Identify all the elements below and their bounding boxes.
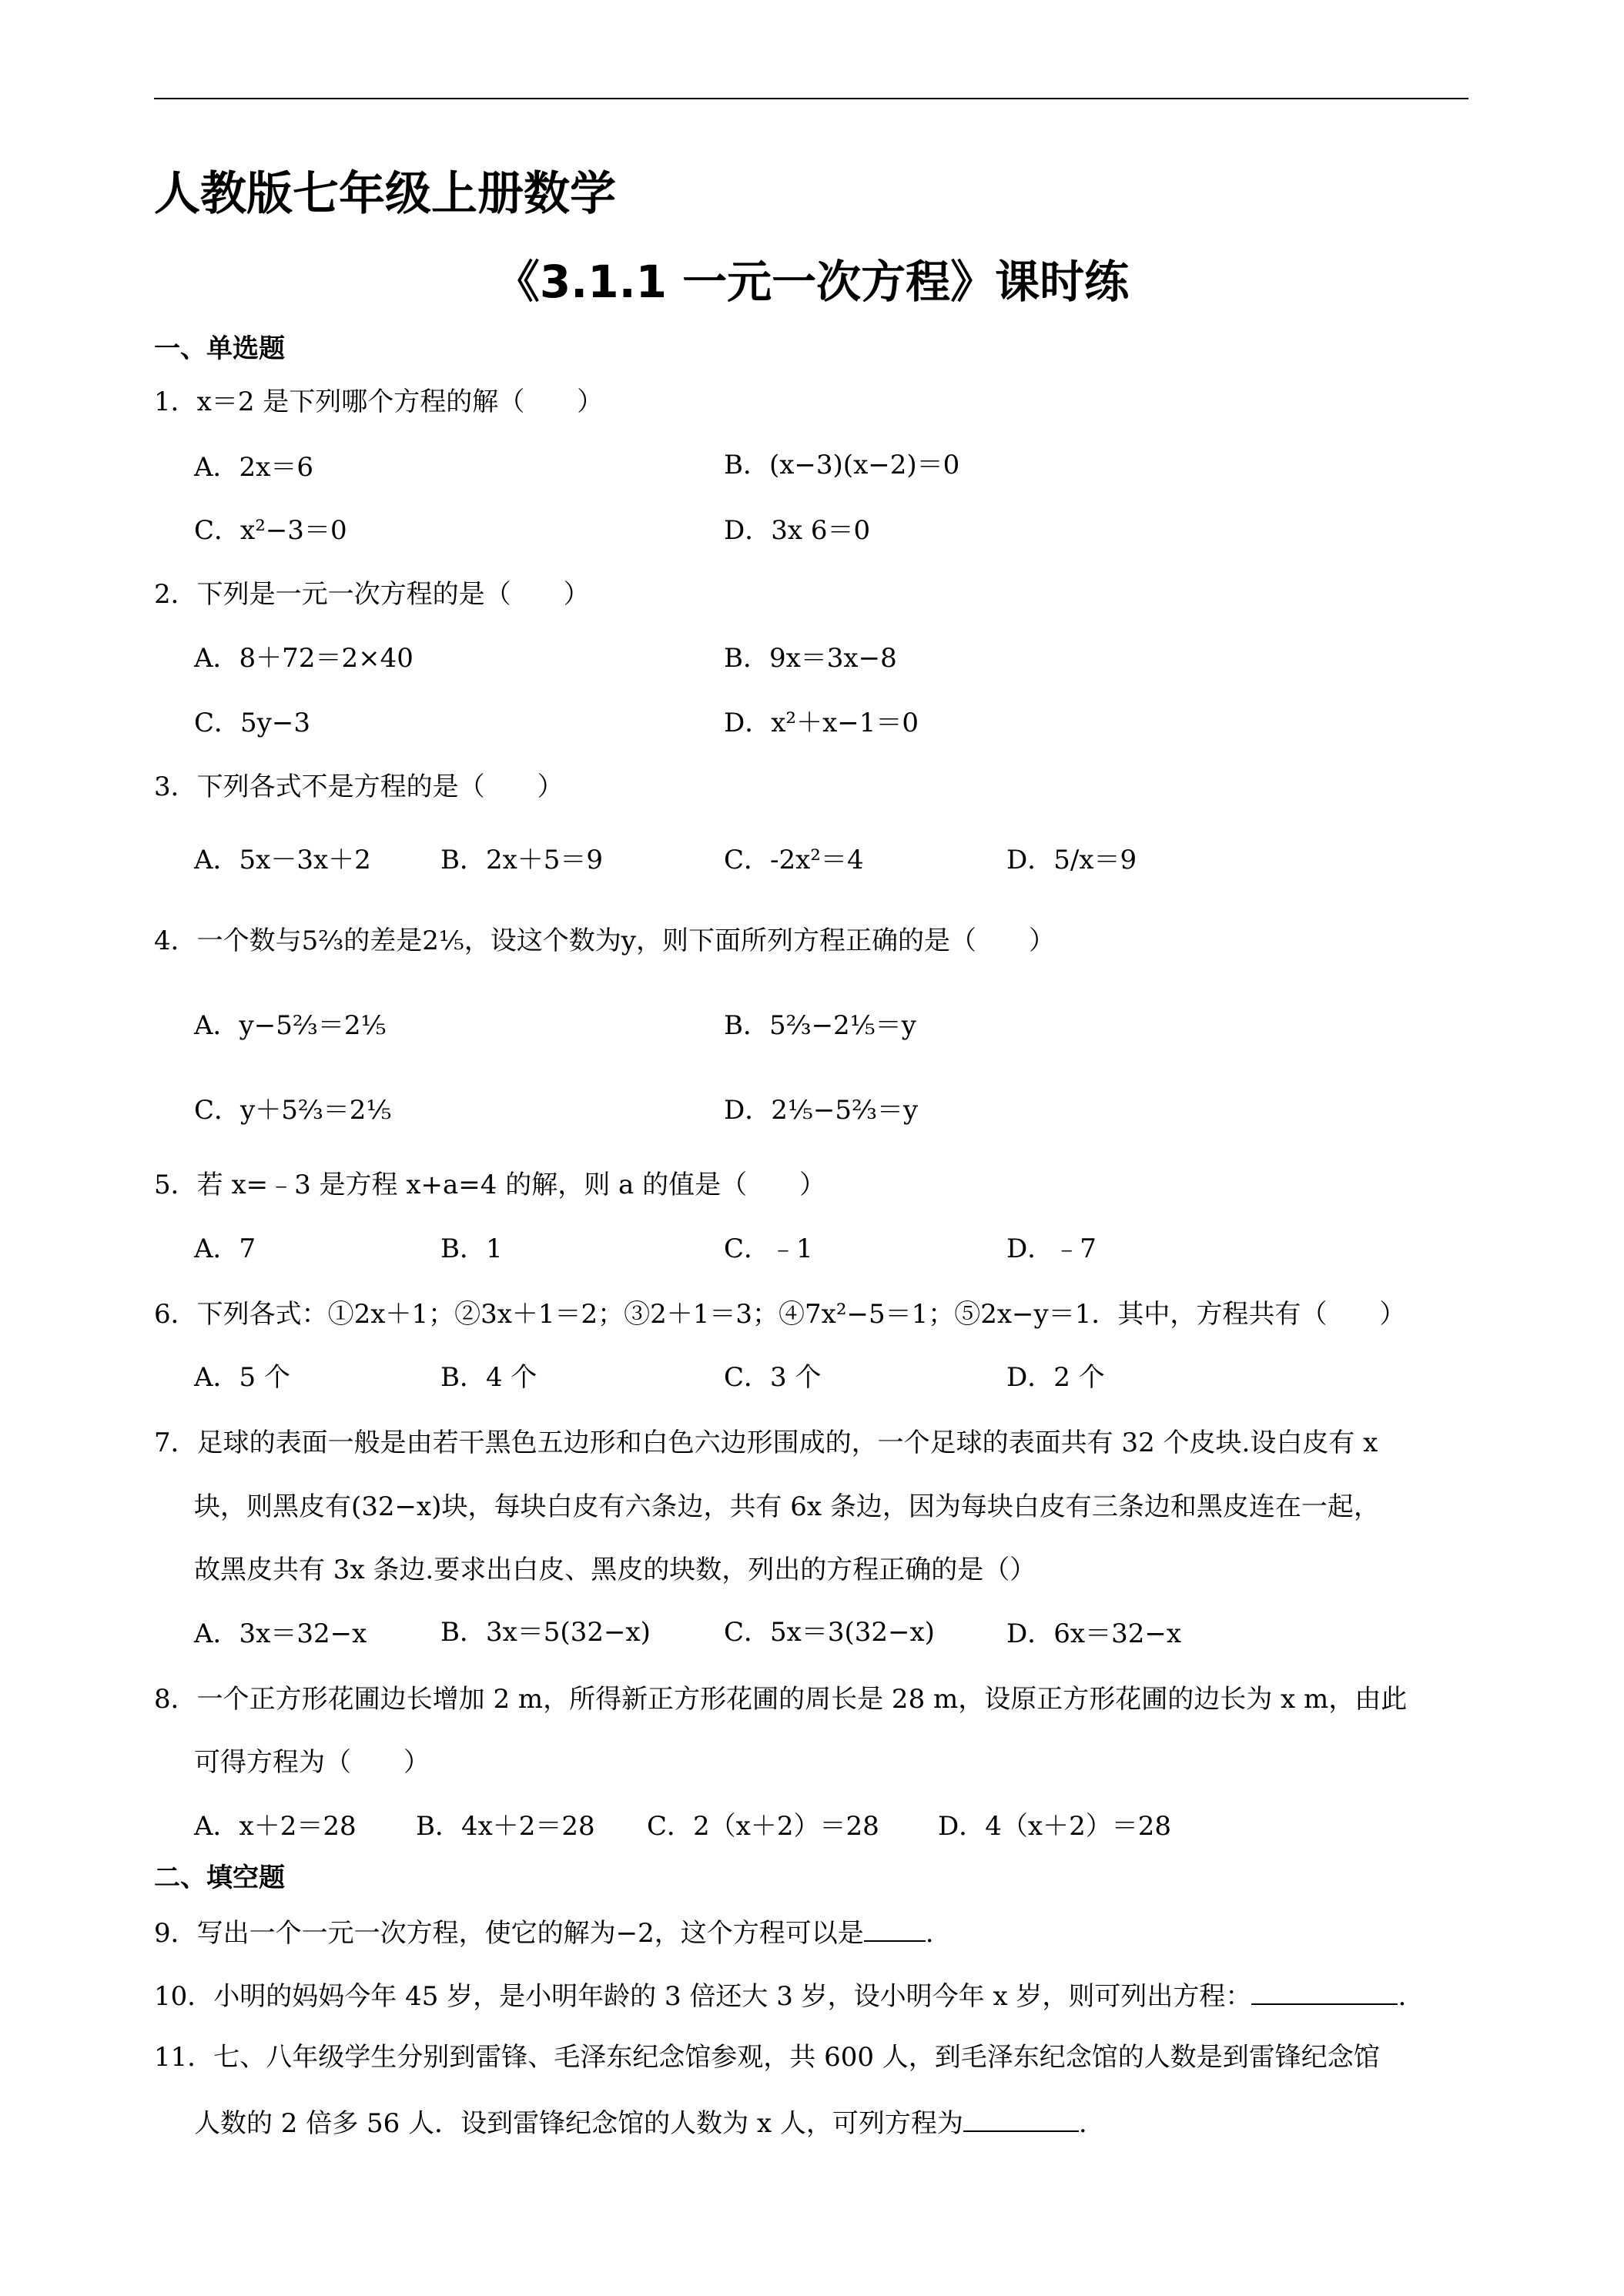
question-7-line-1 [154, 1427, 1378, 1458]
q7-option-c: C．5x＝3(32−x) [724, 1617, 935, 1648]
question-number: 1 [154, 387, 171, 417]
q4-option-c: C．y＋5⅔＝2⅕ [194, 1095, 392, 1126]
answer-blank[interactable] [864, 1917, 926, 1942]
question-5 [154, 1172, 825, 1198]
question-prompt: ．足球的表面一般是由若干黑色五边形和白色六边形围成的，一个足球的表面共有 32 个皮块.设白皮有 x [170, 1427, 1378, 1458]
question-number: 6 [154, 1299, 171, 1330]
question-7-line-2: 块，则黑皮有(32−x)块，每块白皮有六条边，共有 6x 条边，因为每块白皮有三条边和黑皮连在一起， [194, 1491, 1380, 1522]
q4-option-d: D．2⅕−5⅔＝y [724, 1095, 919, 1126]
q2-option-a: A．8＋72＝2×40 [194, 643, 414, 674]
question-prompt: ．写出一个一元一次方程，使它的解为−2，这个方程可以是 [170, 1918, 864, 1949]
question-6 [154, 1299, 1406, 1330]
question-prompt: ．小明的妈妈今年 45 岁，是小明年龄的 3 倍还大 3 岁，设小明今年 x 岁，则可列出方程： [187, 1981, 1252, 2012]
question-number: 3 [154, 771, 171, 802]
q3-option-d: D．5/x＝9 [1006, 845, 1137, 875]
q4-option-a: A．y−5⅔＝2⅕ [194, 1010, 387, 1041]
q1-option-a: A．2x＝6 [194, 452, 313, 483]
q5-option-c: C．﹣1 [724, 1233, 813, 1264]
question-number: 11 [154, 2042, 188, 2073]
question-prompt: ．七、八年级学生分别到雷锋、毛泽东纪念馆参观，共 600 人，到毛泽东纪念馆的人数是到雷锋纪念馆 [187, 2042, 1380, 2073]
q7-option-d: D．6x＝32−x [1006, 1618, 1181, 1649]
question-10: 10．小明的妈妈今年 45 岁，是小明年龄的 3 倍还大 3 岁，设小明今年 x 岁，则可列出方程： . [154, 1981, 1407, 2012]
question-prompt: ．下列是一元一次方程的是（ ） [170, 579, 590, 610]
section-heading-fill-in: 二、填空题 [154, 1863, 285, 1893]
question-8-line-1 [154, 1684, 1408, 1715]
q2-option-d: D．x²＋x−1＝0 [724, 708, 919, 738]
question-2 [154, 579, 590, 610]
answer-blank[interactable] [1251, 1980, 1398, 2005]
question-number: 10 [154, 1981, 188, 2012]
q3-option-c: C．-2x²＝4 [724, 845, 864, 875]
q2-option-c: C．5y−3 [194, 708, 310, 738]
q5-option-d: D．﹣7 [1006, 1233, 1097, 1264]
question-4 [154, 925, 1056, 956]
q1-option-d: D．3x 6＝0 [724, 515, 871, 546]
q6-option-d: D．2 个 [1006, 1362, 1105, 1393]
page-title: 人教版七年级上册数学 [154, 167, 616, 221]
q7-option-b: B．3x＝5(32−x) [440, 1617, 651, 1648]
question-prompt: ．下列各式不是方程的是（ ） [170, 771, 564, 802]
question-3 [154, 771, 564, 802]
q8-option-d: D．4（x＋2）＝28 [938, 1811, 1171, 1842]
answer-blank[interactable] [963, 2107, 1079, 2132]
q5-option-a: A．7 [194, 1233, 256, 1264]
q8-option-c: C．2（x＋2）＝28 [647, 1811, 879, 1842]
q4-option-b: B．5⅔−2⅕＝y [724, 1010, 916, 1041]
q3-option-b: B．2x＋5＝9 [440, 845, 604, 875]
q2-option-b: B．9x＝3x−8 [724, 643, 897, 674]
question-number: 9 [154, 1918, 171, 1949]
page-subtitle: 《3.1.1 一元一次方程》课时练 [494, 256, 1130, 308]
q6-option-a: A．5 个 [194, 1362, 290, 1393]
q8-option-a: A．x＋2＝28 [194, 1811, 357, 1842]
q1-option-b: B．(x−3)(x−2)＝0 [724, 450, 960, 480]
question-prompt: ．一个正方形花圃边长增加 2 m，所得新正方形花圃的周长是 28 m，设原正方形花圃的边长为 x m，由此 [170, 1684, 1408, 1715]
question-7-line-3: 故黑皮共有 3x 条边.要求出白皮、黑皮的块数，列出的方程正确的是（） [194, 1555, 1036, 1585]
section-heading-single-choice: 一、单选题 [154, 333, 285, 364]
q7-option-a: A．3x＝32−x [194, 1618, 367, 1649]
q6-option-c: C．3 个 [724, 1362, 822, 1393]
q3-option-a: A．5x－3x＋2 [194, 845, 371, 875]
question-number: 8 [154, 1684, 171, 1715]
q6-option-b: B．4 个 [440, 1362, 537, 1393]
question-prompt: ．一个数与5⅔的差是2⅕，设这个数为y，则下面所列方程正确的是（ ） [170, 925, 1056, 956]
question-11-line-1 [154, 2042, 1380, 2073]
question-prompt: ．x＝2 是下列哪个方程的解（ ） [170, 387, 604, 417]
question-number: 2 [154, 579, 171, 610]
question-prompt: ．下列各式：①2x＋1；②3x＋1＝2；③2＋1＝3；④7x²−5＝1；⑤2x−y＝1．其中，方程共有（ ） [170, 1299, 1406, 1330]
q8-option-b: B．4x＋2＝28 [416, 1811, 595, 1842]
question-prompt: ．若 x=﹣3 是方程 x+a=4 的解，则 a 的值是（ ） [170, 1170, 826, 1200]
question-1 [154, 389, 603, 415]
question-11-line-2: 人数的 2 倍多 56 人．设到雷锋纪念馆的人数为 x 人，可列方程为 . [194, 2108, 1087, 2139]
q5-option-b: B．1 [440, 1233, 503, 1264]
question-number: 4 [154, 925, 171, 956]
question-9: 9．写出一个一元一次方程，使它的解为−2，这个方程可以是 . [154, 1918, 934, 1949]
question-8-line-2: 可得方程为（ ） [194, 1747, 430, 1778]
q1-option-c: C．x²−3＝0 [194, 515, 347, 546]
question-number: 7 [154, 1427, 171, 1458]
question-number: 5 [154, 1170, 171, 1200]
header-rule [154, 98, 1468, 99]
